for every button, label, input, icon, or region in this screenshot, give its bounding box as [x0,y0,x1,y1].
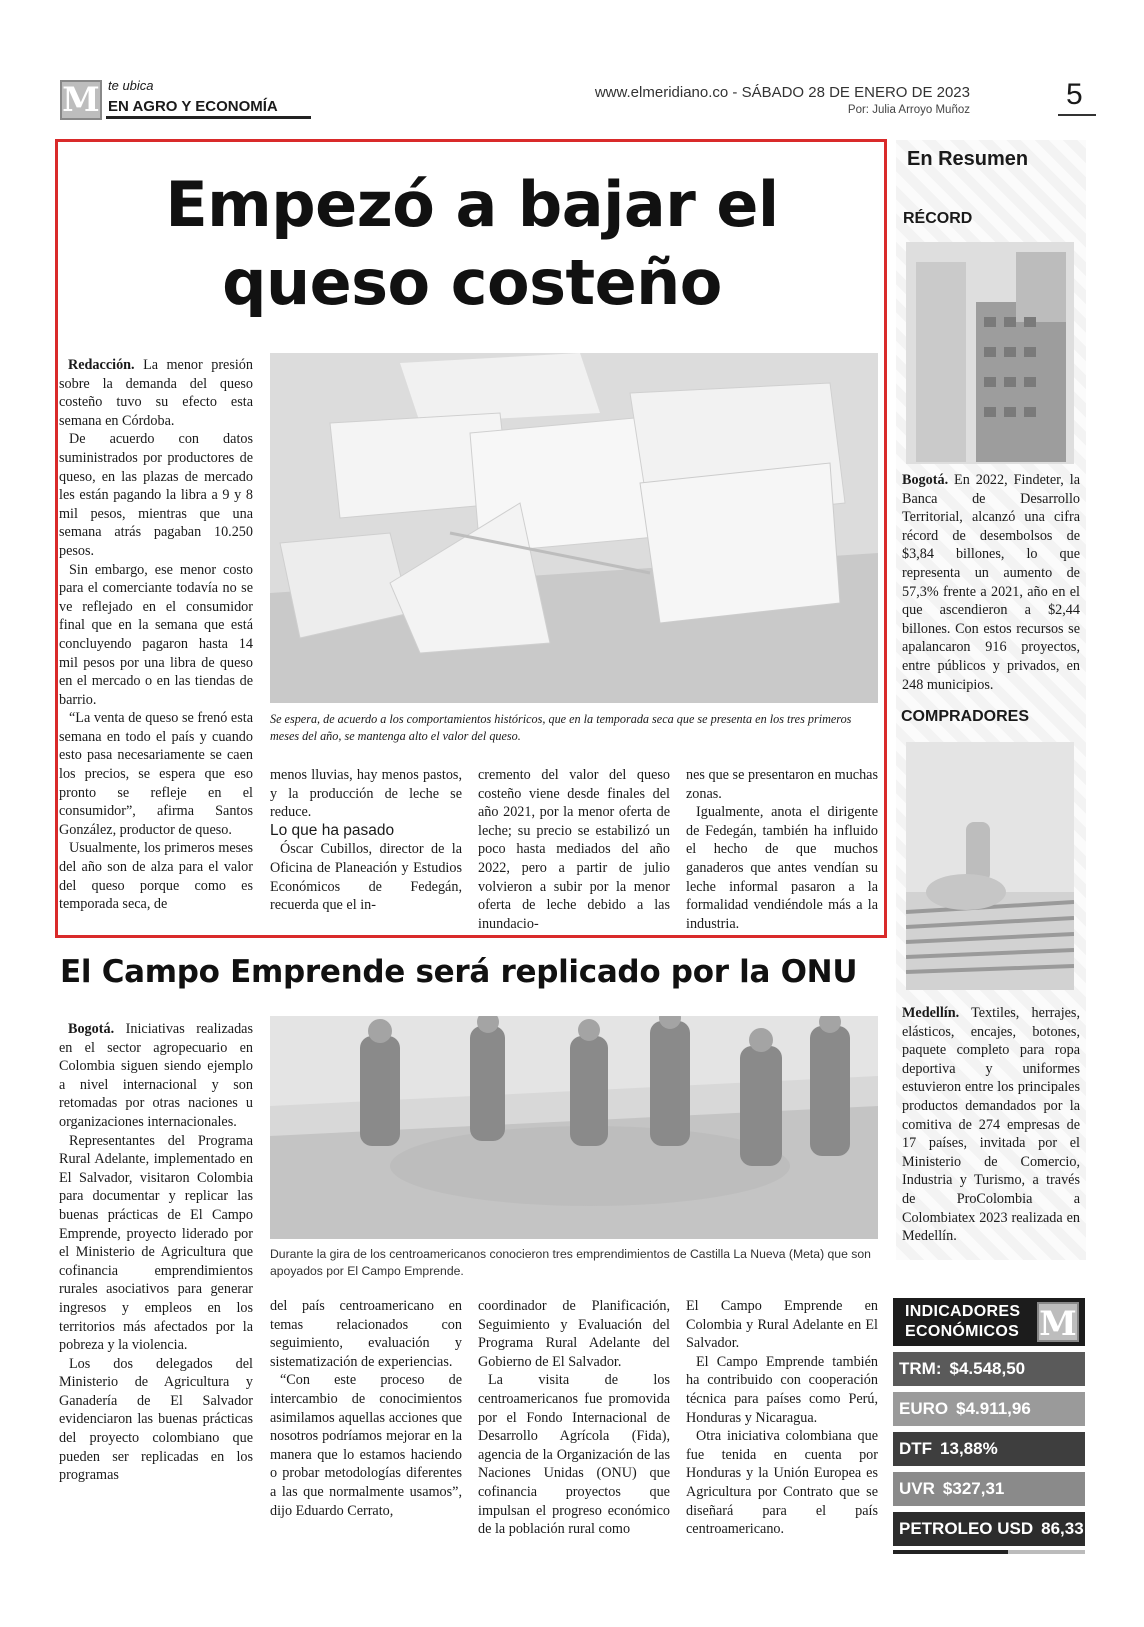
indicator-row [893,1352,1085,1386]
sidebar-item1-body: En 2022, Findeter, la Banca de Desarrollo Territorial, alcanzó una cifra récord de desembolsos de $3,84 billones, lo que representa un aumento de 57,3% frente a 2021, año en el que ascendieron a $2,44 billones. Con estos recursos se apalancaron 916 proyectos, entre públicos y privados, en 248 municipios. [902,472,1081,693]
article1-col4-p2: Igualmente, anota el dirigente de Fedegán, también ha influido el hecho de que muchos ganaderos que antes vendían su leche informal pasaron a la formalidad vendiéndole más a la industria. [686,804,878,932]
article1-col2-p2: Óscar Cubillos, director de la Oficina de Planeación y Estudios Económicos de Fedegán, recuerda que el in- [270,841,462,914]
indicators-title-line1: INDICADORES [905,1303,1021,1320]
sidebar-item1-kicker: RÉCORD [903,210,973,227]
indicator-row [893,1512,1085,1546]
article2-col4-p3: Otra iniciativa colombiana que fue tenida en cuenta por Honduras y la Unión Europea es Agricultura por Contrato que se diseñará para el país centroamericano. [686,1428,878,1538]
indicators-title-line2: ECONÓMICOS [905,1323,1020,1340]
article2-col4 [686,1297,878,1539]
cheese-photo [270,353,878,703]
indicators-bottom-bar [893,1550,1085,1554]
indicator-label: DTF [899,1439,933,1458]
cheese-image [270,353,878,703]
indicator-value: $4.548,50 [949,1359,1026,1378]
sidebar-item2-body: Textiles, herrajes, elásticos, encajes, botones, paquete completo para ropa deportiva y uniformes estuvieron entre los principales productos demandados por la comitiva de 274 empresas de 17 países, invitada por el Ministerio de Comercio, Industria y Turismo, a través de ProColombia a Colombiatex 2023 realizada en Medellín. [902,1005,1080,1245]
page-number-rule [1058,114,1096,116]
page-number: 5 [1066,78,1083,111]
section-title: EN AGRO Y ECONOMÍA [108,98,278,115]
article1-lead: Redacción. [68,357,135,373]
indicator-label: UVR [899,1479,935,1498]
article1-col2-p1: menos lluvias, hay menos pastos, y la producción de leche se reduce. [270,767,462,821]
indicator-row [893,1392,1085,1426]
article1-p4: “La venta de queso se frenó esta semana en todo el país y cuando esto pasa necesariamente se caen los precios, se espera que eso pronto se refleje en el consumidor”, afirma Santos González, productor de queso. [59,710,253,838]
article2-col3 [478,1297,670,1539]
article1-headline-line1: Empezó a bajar el [165,168,779,241]
sidebar-item2-lead: Medellín. [902,1005,960,1021]
header-date-line: www.elmeridiano.co - SÁBADO 28 DE ENERO DE 2023 [594,84,970,101]
article1-col3-p1: cremento del valor del queso costeño viene desde finales del año 2021, por la menor oferta de leche; su precio se estabilizó un poco hasta mediados del año 2022, pero a partir de julio volvieron a subir por la menor oferta de leche debido a las inundacio- [478,767,670,932]
article2-headline: El Campo Emprende será replicado por la ONU [60,954,858,990]
article1-photo-caption: Se espera, de acuerdo a los comportamientos históricos, que en la temporada seca que se presenta en los tres primeros meses del año, se mantenga alto el valor del queso. [270,712,852,743]
article2-col4-p1: El Campo Emprende en Colombia y Rural Adelante en El Salvador. [686,1298,878,1352]
article1-headline [60,166,884,322]
article2-col2-p2: “Con este proceso de intercambio de conocimientos asimilamos aquellas acciones que nosotros podríamos mejorar en la manera que lo estamos haciendo o probar metodologías diferentes a las que normalmente usamos”, dijo Eduardo Cerrato, [270,1372,462,1519]
article1-p1: La menor presión sobre la demanda del queso costeño tuvo su efecto esta semana en Córdoba. [59,357,253,429]
masthead-logo: M [60,80,102,120]
article1-headline-line2: queso costeño [222,246,722,319]
building-photo [906,242,1074,464]
article2-col3-p1: coordinador de Planificación, Seguimiento y Evaluación del Programa Rural Adelante del Gobierno de El Salvador. [478,1298,670,1370]
indicator-row [893,1432,1085,1466]
article2-col2-p1: del país centroamericano en temas relacionados con seguimiento, evaluación y sistematización de experiencias. [270,1298,462,1370]
indicator-value: $327,31 [942,1479,1005,1498]
indicators-logo: M [1037,1302,1079,1342]
article2-p2: Representantes del Programa Rural Adelante, implementado en El Salvador, visitaron Colombia para documentar y replicar las buenas prácticas de El Campo Emprende, proyecto liderado por el Ministerio de Agricultura que cofinancia emprendimientos rurales asociativos para generar ingresos y empleos en los territorios más afectados por la pobreza y la violencia. [59,1132,253,1354]
article2-col4-p2: El Campo Emprende también ha contribuido con cooperación técnica para países como Perú, Honduras y Nicaragua. [686,1353,878,1426]
article1-p5: Usualmente, los primeros meses del año son de alza para el valor del queso porque como es temporada seca, de [59,840,253,913]
sidebar-title: En Resumen [907,148,1029,170]
article2-photo-caption: Durante la gira de los centroamericanos conocieron tres emprendimientos de Castilla La Nueva (Meta) que son apoyados por El Campo Emprende. [270,1247,871,1278]
sidebar-item2-text [902,1004,1080,1246]
indicators-rows [893,1352,1085,1546]
article2-p3: Los dos delegados del Ministerio de Agricultura y Ganadería de El Salvador evidenciaron las buenas prácticas del proyecto colombiano que pueden ser replicadas en los programas [59,1355,253,1484]
buyers-photo [906,742,1074,990]
indicator-label: TRM: [899,1359,942,1378]
indicator-row [893,1472,1085,1506]
indicator-label: EURO [899,1399,949,1418]
article1-col4 [686,766,878,933]
sidebar-item2-kicker: COMPRADORES [901,708,1030,725]
section-rule [106,116,311,119]
article2-p1: Iniciativas realizadas en el sector agropecuario en Colombia siguen siendo ejemplo a nivel internacional y son retomadas por otras naciones u organizaciones internacionales. [59,1021,253,1130]
indicator-label: PETROLEO USD [899,1519,1034,1538]
article2-col2 [270,1297,462,1520]
indicator-value: 13,88% [940,1439,998,1458]
article1-subhead: Lo que ha pasado [270,821,395,839]
article1-col2 [270,766,462,915]
indicators-title [905,1302,1020,1342]
field-image [270,1016,878,1239]
article1-p2: De acuerdo con datos suministrados por productores de queso, en las plazas de mercado les están pagando la libra a 9 y 8 mil pesos, mientras que una semana atrás pagaban 10.250 pesos. [59,431,253,559]
buyers-image [906,742,1074,990]
field-photo [270,1016,878,1239]
article1-col1 [59,356,253,914]
section-kicker: te ubica [108,78,154,93]
article2-lead: Bogotá. [68,1021,115,1037]
article1-p3: Sin embargo, ese menor costo para el comerciante todavía no se ve reflejado en el consumidor final que en la semana que está concluyendo pagaron hasta 14 mil pesos por una libra de queso en el mercado o en las tiendas de barrio. [59,561,253,708]
building-image [906,242,1074,464]
indicator-value: $4.911,96 [956,1399,1031,1418]
article1-col4-p1: nes que se presentaron en muchas zonas. [686,767,878,802]
article2-col3-p2: La visita de los centroamericanos fue promovida por el Fondo Internacional de Desarrollo Agrícola (Fida), agencia de la Organización de las Naciones Unidas (ONU) que cofinancia proyectos que impulsan el progreso económico de la población rural como [478,1372,670,1538]
sidebar-item1-text [902,471,1080,694]
indicator-value: 86,33 [1041,1519,1084,1538]
header-byline: Por: Julia Arroyo Muñoz [847,104,970,116]
indicators-panel [893,1298,1085,1554]
article1-col3 [478,766,670,933]
article2-col1 [59,1020,253,1485]
sidebar-item1-lead: Bogotá. [902,472,949,488]
indicators-header [893,1298,1085,1346]
